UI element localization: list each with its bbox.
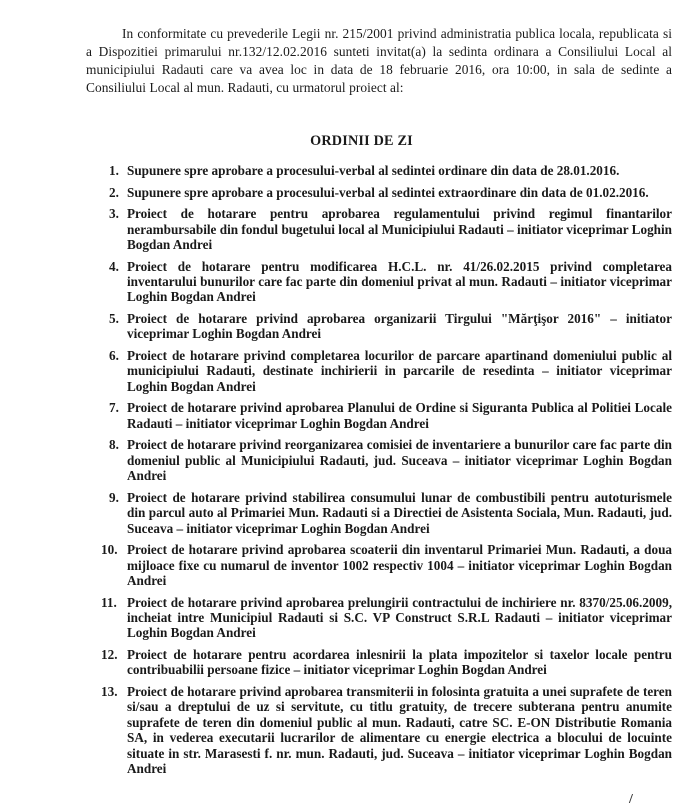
agenda-item-number: 2.: [109, 184, 119, 200]
agenda-item-text: Supunere spre aprobare a procesului-verbal al sedintei ordinare din data de 28.01.2016.: [127, 163, 620, 178]
agenda-item-text: Proiect de hotarare pentru acordarea inlesnirii la plata impozitelor si taxelor locale pentru contribuabilii persoane fizice – initiator viceprimar Loghin Bogdan Andrei: [127, 647, 672, 678]
agenda-item-5: [83, 311, 672, 342]
agenda-item-number: 8.: [109, 437, 119, 453]
agenda-item-12: [83, 647, 672, 678]
agenda-item-13: [83, 684, 672, 776]
agenda-item-text: Proiect de hotarare pentru modificarea H.C.L. nr. 41/26.02.2015 privind completarea inventarului bunurilor care fac parte din domeniul privat al mun. Radauti – initiator viceprimar Loghin Bogdan Andrei: [127, 258, 672, 305]
agenda-item-text: Proiect de hotarare privind aprobarea prelungirii contractului de inchiriere nr. 8370/25.06.2009, incheiat intre Municipiul Radauti si S.C. VP Construct S.R.L Radauti – initiator viceprimar Loghin Bogdan Andrei: [127, 594, 672, 641]
agenda-item-number: 9.: [109, 489, 119, 505]
agenda-item-number: 12.: [101, 647, 118, 663]
agenda-item-text: Proiect de hotarare privind aprobarea transmiterii in folosinta gratuita a unei suprafete de teren si/sau a dreptului de uz si servitute, cu titlu gratuity, de trecere subterana pentru anumite suprafete de teren din domeniul public al mun. Radauti, catre SC. E-ON Distributie Romania SA, in vederea executarii lucrarilor de alimentare cu energie electrica a blocului de locuinte situate in str. Marasesti f. nr. mun. Radauti, jud. Suceava – initiator viceprimar Loghin Bogdan Andrei: [127, 684, 672, 777]
agenda-item-text: Supunere spre aprobare a procesului-verbal al sedintei extraordinare din data de 01.02.2016.: [127, 184, 649, 200]
agenda-item-10: [83, 542, 672, 588]
agenda-item-4: [83, 259, 672, 305]
agenda-item-3: [83, 206, 672, 252]
agenda-item-2: [83, 185, 672, 200]
agenda-heading: ORDINII DE ZI: [310, 133, 413, 149]
agenda-item-9: [83, 490, 672, 536]
agenda-item-11: [83, 595, 672, 641]
agenda-item-number: 13.: [101, 684, 118, 700]
agenda-item-text: Proiect de hotarare privind aprobarea Planului de Ordine si Siguranta Publica al Politiei Locale Radauti – initiator viceprimar Loghin Bogdan Andrei: [127, 400, 672, 431]
agenda-item-number: 1.: [109, 163, 119, 178]
agenda-item-number: 6.: [109, 348, 119, 363]
agenda-item-text: Proiect de hotarare pentru aprobarea regulamentului privind regimul finantarilor nerambursabile din fondul bugetului local al Municipiului Radauti – initiator viceprimar Loghin Bogdan Andrei: [127, 206, 672, 252]
agenda-item-text: Proiect de hotarare privind aprobarea organizarii Tirgului "Mărţişor 2016" – initiator viceprimar Loghin Bogdan Andrei: [127, 311, 672, 342]
agenda-item-text: Proiect de hotarare privind stabilirea consumului lunar de combustibili pentru autoturismele din parcul auto al Primariei Mun. Radauti si a Directiei de Asistenta Sociala, Mun. Radauti, jud. Suceava – initiator viceprimar Loghin Bogdan Andrei: [127, 489, 672, 536]
agenda-list: [83, 163, 672, 782]
agenda-item-7: [83, 400, 672, 431]
agenda-item-number: 4.: [109, 258, 119, 274]
agenda-item-number: 3.: [109, 206, 119, 222]
agenda-item-text: Proiect de hotarare privind completarea locurilor de parcare apartinand domeniului public al municipiului Radauti, destinate inchirierii in parcarile de resedinta – initiator viceprimar Loghin Bogdan Andrei: [127, 348, 672, 394]
agenda-item-text: Proiect de hotarare privind aprobarea scoaterii din inventarul Primariei Mun. Radauti, a doua mijloace fixe cu numarul de inventor 1002 respectiv 1004 – initiator viceprimar Loghin Bogdan Andrei: [127, 542, 672, 589]
agenda-item-number: 5.: [109, 311, 119, 326]
agenda-item-8: [83, 437, 672, 483]
corner-mark: /: [629, 792, 633, 807]
agenda-item-number: 11.: [101, 594, 117, 610]
agenda-item-number: 10.: [101, 542, 118, 558]
agenda-item-1: [83, 163, 672, 178]
agenda-item-6: [83, 348, 672, 394]
intro-paragraph: In conformitate cu prevederile Legii nr. 215/2001 privind administratia publica locala, republicata si a Dispozitiei primarului nr.132/12.02.2016 sunteti invitat(a) la sedinta ordinara a Consiliului Local al municipiului Radauti care va avea loc in data de 18 februarie 2016, ora 10:00, in sala de sedinte a Consiliului Local al mun. Radauti, cu urmatorul proiect al:: [86, 26, 672, 96]
agenda-item-text: Proiect de hotarare privind reorganizarea comisiei de inventariere a bunurilor care fac parte din domeniul public al Municipiului Radauti, jud. Suceava – initiator viceprimar Loghin Bogdan Andrei: [127, 437, 672, 484]
agenda-item-number: 7.: [109, 400, 119, 416]
